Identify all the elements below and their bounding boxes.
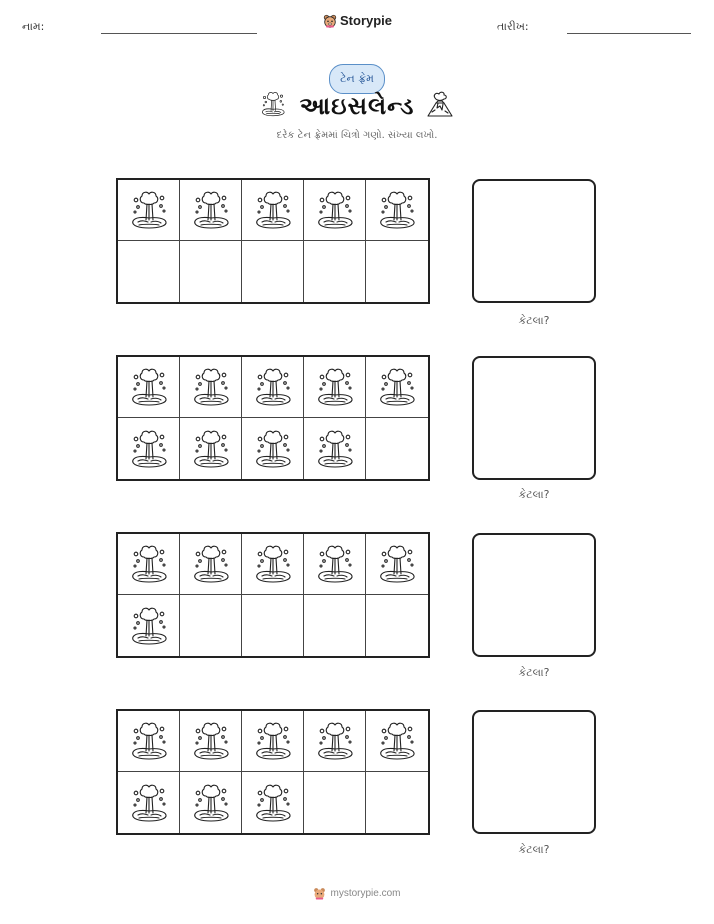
geyser-icon	[313, 426, 357, 472]
frame-cell	[242, 180, 304, 241]
footer	[0, 887, 714, 900]
frame-cell	[304, 595, 366, 656]
geyser-icon	[251, 780, 295, 826]
answer-label-1: કેટલા?	[518, 314, 550, 327]
frame-cell	[304, 357, 366, 418]
frame-cell	[366, 711, 428, 772]
frame-cell	[180, 241, 242, 302]
frame-cell	[118, 534, 180, 595]
ten-frame-2	[116, 355, 430, 481]
geyser-icon	[251, 718, 295, 764]
frame-cell	[304, 180, 366, 241]
geyser-icon	[189, 426, 233, 472]
page-title: આઇસલેન્ડ	[299, 92, 415, 120]
answer-box-3[interactable]	[472, 533, 596, 657]
geyser-icon	[313, 541, 357, 587]
frame-cell	[304, 711, 366, 772]
frame-cell	[118, 711, 180, 772]
ten-frame-4	[116, 709, 430, 835]
geyser-icon	[127, 187, 171, 233]
ten-frame-3	[116, 532, 430, 658]
geyser-icon	[189, 541, 233, 587]
geyser-icon	[127, 364, 171, 410]
geyser-icon	[127, 780, 171, 826]
geyser-icon	[313, 187, 357, 233]
frame-cell	[366, 534, 428, 595]
date-label: તારીખ:	[497, 20, 529, 33]
frame-cell	[304, 418, 366, 479]
geyser-icon	[189, 718, 233, 764]
ten-frame-badge: ટેન ફ્રેમ	[329, 64, 385, 94]
frame-cell	[242, 241, 304, 302]
frame-cell	[180, 772, 242, 833]
frame-cell	[366, 772, 428, 833]
brand-logo	[323, 13, 392, 28]
frame-cell	[180, 180, 242, 241]
geyser-icon	[313, 364, 357, 410]
geyser-icon	[313, 718, 357, 764]
geyser-icon	[127, 718, 171, 764]
frame-cell	[180, 534, 242, 595]
geyser-icon	[127, 426, 171, 472]
frame-cell	[242, 595, 304, 656]
footer-url: mystorypie.com	[330, 888, 401, 899]
geyser-icon	[127, 603, 171, 649]
geyser-icon	[375, 718, 419, 764]
geyser-icon	[251, 187, 295, 233]
frame-cell	[118, 180, 180, 241]
answer-box-1[interactable]	[472, 179, 596, 303]
geyser-icon	[251, 364, 295, 410]
frame-cell	[180, 418, 242, 479]
frame-cell	[242, 711, 304, 772]
frame-cell	[366, 180, 428, 241]
answer-label-4: કેટલા?	[518, 843, 550, 856]
frame-cell	[118, 357, 180, 418]
answer-box-4[interactable]	[472, 710, 596, 834]
bear-icon	[323, 14, 337, 28]
geyser-icon	[189, 187, 233, 233]
geyser-icon	[251, 541, 295, 587]
frame-cell	[242, 418, 304, 479]
geyser-icon	[127, 541, 171, 587]
frame-cell	[366, 241, 428, 302]
geyser-icon	[189, 364, 233, 410]
volcano-icon	[425, 89, 455, 119]
frame-cell	[180, 711, 242, 772]
frame-cell	[118, 595, 180, 656]
frame-cell	[304, 534, 366, 595]
name-label: નામ:	[22, 20, 45, 33]
frame-cell	[304, 241, 366, 302]
geyser-icon	[375, 364, 419, 410]
answer-label-3: કેટલા?	[518, 666, 550, 679]
answer-label-2: કેટલા?	[518, 488, 550, 501]
frame-cell	[242, 772, 304, 833]
frame-cell	[304, 772, 366, 833]
frame-cell	[366, 595, 428, 656]
frame-cell	[242, 357, 304, 418]
frame-cell	[366, 418, 428, 479]
geyser-icon	[375, 541, 419, 587]
frame-cell	[118, 772, 180, 833]
frame-cell	[366, 357, 428, 418]
instructions: દરેક ટેન ફ્રેમમાં ચિત્રો ગણો. સંખ્યા લખો.	[276, 130, 438, 141]
brand-name: Storypie	[340, 13, 393, 28]
ten-frame-1	[116, 178, 430, 304]
answer-box-2[interactable]	[472, 356, 596, 480]
geyser-icon	[189, 780, 233, 826]
frame-cell	[180, 595, 242, 656]
date-line[interactable]	[567, 33, 691, 34]
geyser-icon	[375, 187, 419, 233]
frame-cell	[118, 418, 180, 479]
name-line[interactable]	[101, 33, 257, 34]
frame-cell	[180, 357, 242, 418]
frame-cell	[242, 534, 304, 595]
geyser-icon	[251, 426, 295, 472]
frame-cell	[118, 241, 180, 302]
bear-icon	[313, 887, 326, 900]
